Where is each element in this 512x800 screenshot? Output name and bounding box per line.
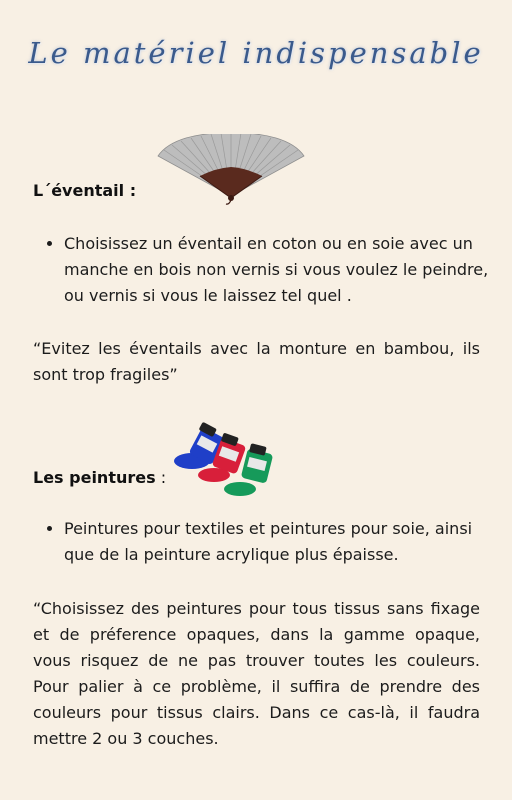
fan-section-heading: L´éventail : bbox=[33, 181, 137, 200]
fan-handle bbox=[200, 167, 262, 204]
page-title: Le matériel indispensable bbox=[28, 36, 484, 70]
paints-quote: “Choisissez des peintures pour tous tissus sans fixage et de préference opaques, dans la gamme opaque, vous risquez de ne pas trouver toutes les couleurs. Pour palier à ce problème, il suffira de prendre des couleurs pour tissus clairs. Dans ce cas-là, il faudra mettre 2 ou 3 couches. bbox=[33, 599, 480, 748]
fan-bullet-item: • Choisissez un éventail en coton ou en soie avec un manche en bois non vernis si vous voulez le peindre, ou vernis si vous le laissez tel quel . bbox=[64, 231, 504, 309]
paints-bullet-item: • Peintures pour textiles et peintures pour soie, ainsi que de la peinture acrylique plus épaisse. bbox=[64, 516, 504, 568]
paints-heading-label: Les peintures bbox=[33, 468, 156, 487]
paints-heading-colon: : bbox=[155, 468, 167, 487]
paints-section-heading bbox=[33, 468, 166, 487]
fan-image bbox=[156, 134, 306, 206]
fan-quote: “Evitez les éventails avec la monture en bambou, ils sont trop fragiles” bbox=[33, 339, 480, 384]
green-bottle bbox=[241, 443, 273, 484]
fan-bullet-list bbox=[44, 231, 504, 309]
paints-bullet-list bbox=[44, 516, 504, 568]
paint-bottles-image bbox=[170, 417, 282, 503]
